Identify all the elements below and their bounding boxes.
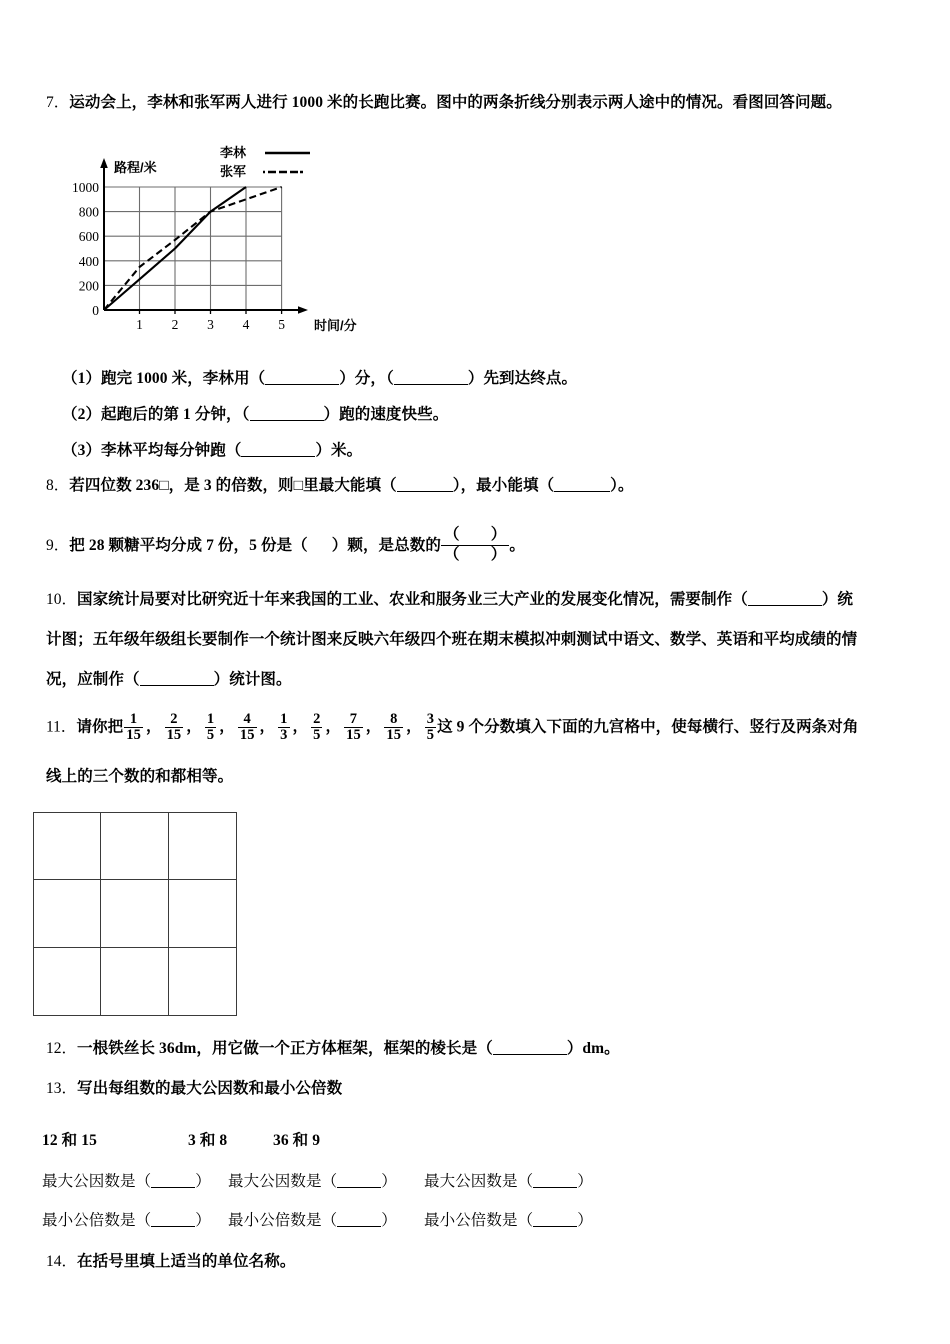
chart-gridlines	[104, 187, 282, 310]
question-11-line-2	[46, 765, 233, 788]
fraction-separator: ，	[259, 718, 276, 736]
question-11-line-1	[46, 712, 858, 743]
fraction-separator: ，	[325, 718, 342, 736]
fraction-numerator: 7	[349, 711, 358, 727]
fraction-separator: ，	[186, 718, 202, 736]
q9-fraction-denominator[interactable]: （ ）	[441, 545, 509, 565]
svg-text:600: 600	[78, 229, 99, 245]
q7-sub1-text-b: ）分，（	[339, 370, 394, 387]
svg-text:0: 0	[92, 303, 99, 318]
svg-text:3: 3	[207, 317, 214, 332]
fraction-separator: ，	[292, 718, 309, 736]
q7-sub3-text-a: （3）李林平均每分钟跑（	[62, 442, 242, 459]
chart-svg	[52, 138, 382, 338]
question-10-number: 10．	[46, 591, 78, 608]
fraction-separator: ，	[365, 718, 382, 736]
q11-fraction-5	[278, 712, 289, 743]
q13-lcm-3-label: 最小公倍数是（	[424, 1212, 534, 1229]
nine-grid-cell[interactable]	[34, 948, 101, 1015]
question-13-gcd-1	[42, 1170, 211, 1193]
q13-gcd-3-label: 最大公因数是（	[424, 1173, 534, 1190]
q13-gcd-2-blank[interactable]	[337, 1187, 381, 1188]
q11-fraction-6	[311, 712, 322, 743]
q12-text-a: 一根铁丝长 36dm，用它做一个正方体框架，框架的棱长是（	[77, 1040, 493, 1057]
legend-label-zhangjun: 张军	[220, 164, 247, 179]
question-7-text: 运动会上，李林和张军两人进行 1000 米的长跑比赛。图中的两条折线分别表示两人途中的情况。看图回答问题。	[69, 94, 842, 111]
chart-x-tick-labels	[136, 317, 285, 332]
question-13-pair-1	[42, 1129, 97, 1152]
fraction-numerator: 2	[170, 711, 178, 727]
q13-pair-1-label: 12 和 15	[42, 1132, 97, 1149]
q11-prefix: 请你把	[76, 718, 124, 736]
nine-grid-cell[interactable]	[169, 880, 236, 947]
q11-fraction-7	[344, 712, 363, 743]
fraction-numerator: 4	[243, 711, 251, 727]
q7-sub1-text-a: （1）跑完 1000 米，李林用（	[62, 370, 266, 387]
nine-grid-cell[interactable]	[169, 948, 236, 1015]
fraction-denominator: 5	[313, 727, 321, 744]
fraction-denominator: 5	[206, 727, 215, 744]
q9-fraction	[441, 526, 509, 564]
q13-lcm-1-blank[interactable]	[151, 1226, 195, 1227]
q7-sub3-text-b: ）米。	[315, 442, 363, 459]
q10-line3-text-a: 况，应制作（	[46, 671, 140, 688]
nine-grid-cell[interactable]	[101, 813, 168, 880]
q8-text-b: ），最小能填（	[452, 477, 555, 494]
q10-blank-1[interactable]	[748, 605, 822, 606]
chart-ylabel: 路程/米	[114, 160, 157, 175]
question-13-lcm-3	[424, 1209, 593, 1232]
svg-text:1000: 1000	[72, 180, 99, 195]
question-7-number: 7．	[46, 94, 70, 111]
fraction-separator: ，	[219, 718, 235, 736]
fraction-denominator: 15	[166, 727, 182, 744]
question-13-pair-3	[273, 1129, 320, 1152]
q13-gcd-1-close: ）	[195, 1173, 211, 1190]
question-7-stem	[46, 91, 842, 114]
q11-fraction-8	[384, 712, 403, 743]
q13-lcm-3-close: ）	[577, 1212, 593, 1229]
nine-grid-cell[interactable]	[169, 813, 236, 880]
q13-gcd-3-blank[interactable]	[533, 1187, 577, 1188]
fraction-numerator: 2	[313, 711, 321, 727]
question-13-lcm-1	[42, 1209, 211, 1232]
q13-gcd-1-blank[interactable]	[151, 1187, 195, 1188]
svg-text:2: 2	[171, 317, 179, 332]
svg-text:200: 200	[78, 278, 99, 294]
svg-text:400: 400	[78, 253, 99, 269]
question-10-line-2	[46, 628, 857, 651]
nine-grid-cell[interactable]	[34, 813, 101, 880]
fraction-numerator: 1	[206, 711, 215, 727]
fraction-numerator: 1	[280, 711, 288, 727]
q10-line1-text-a: 国家统计局要对比研究近十年来我国的工业、农业和服务业三大产业的发展变化情况，需要制作（	[77, 591, 748, 608]
nine-grid-cell[interactable]	[101, 948, 168, 1015]
q7-sub1-blank-1[interactable]	[265, 384, 339, 385]
q12-text-b: ）dm。	[566, 1040, 620, 1057]
fraction-separator: ，	[145, 718, 162, 736]
q14-text: 在括号里填上适当的单位名称。	[77, 1253, 296, 1270]
svg-text:800: 800	[78, 204, 99, 220]
q13-lcm-2-label: 最小公倍数是（	[228, 1212, 338, 1229]
q9-fraction-numerator[interactable]: （ ）	[443, 526, 507, 543]
question-10-line-1	[46, 588, 853, 611]
question-8-number: 8．	[46, 477, 70, 494]
question-7-sub-3	[62, 439, 362, 462]
fraction-numerator: 3	[426, 711, 435, 727]
q10-blank-2[interactable]	[140, 685, 214, 686]
q7-sub2-text-a: （2）起跑后的第 1 分钟，（	[62, 406, 250, 423]
q11-fraction-9	[425, 712, 436, 743]
question-8	[46, 474, 634, 497]
q11-fraction-list	[123, 711, 437, 744]
nine-grid-cell[interactable]	[101, 880, 168, 947]
q8-text-c: ）。	[610, 477, 634, 494]
question-13-number: 13．	[46, 1080, 78, 1097]
q7-sub2-text-b: ）跑的速度快些。	[323, 406, 449, 423]
q12-blank[interactable]	[493, 1054, 567, 1055]
q7-sub1-text-c: ）先到达终点。	[467, 370, 578, 387]
series-zhangjun-line	[104, 187, 282, 310]
chart-x-axis	[104, 306, 308, 314]
q13-gcd-2-close: ）	[381, 1173, 397, 1190]
q11-suffix: 这 9 个分数填入下面的九宫格中，使每横行、竖行及两条对角	[437, 718, 859, 736]
q9-text-a: 把 28 颗糖平均分成 7 份，5 份是（	[69, 537, 308, 555]
q8-text-a: 若四位数 236□，是 3 的倍数，则□里最大能填（	[69, 477, 397, 494]
question-13-pair-2	[188, 1129, 227, 1152]
q13-pair-3-label: 36 和 9	[273, 1132, 321, 1149]
question-9	[46, 526, 525, 564]
q7-sub3-blank-1[interactable]	[241, 456, 315, 457]
fraction-denominator: 15	[239, 727, 255, 744]
q13-lcm-3-blank[interactable]	[533, 1226, 577, 1227]
question-10-line-3	[46, 668, 292, 691]
question-14-number: 14．	[46, 1253, 78, 1270]
fraction-denominator: 5	[426, 727, 435, 744]
q8-blank-max[interactable]	[397, 491, 453, 492]
chart-legend	[220, 145, 310, 179]
chart-xlabel: 时间/分	[314, 318, 357, 333]
q13-gcd-3-close: ）	[577, 1173, 593, 1190]
q7-sub1-blank-2[interactable]	[394, 384, 468, 385]
question-13-title	[46, 1077, 342, 1100]
question-13-gcd-3	[424, 1170, 593, 1193]
fraction-denominator: 15	[386, 727, 402, 744]
q10-line3-text-b: ）统计图。	[213, 671, 292, 688]
q10-line2-text: 计图；五年级年级组长要制作一个统计图来反映六年级四个班在期末模拟冲刺测试中语文、数学、英语和平均成绩的情	[46, 631, 858, 648]
question-7-sub-1	[62, 367, 577, 390]
question-12-number: 12．	[46, 1040, 78, 1057]
q9-text-b: ）颗，是总数的	[331, 537, 441, 555]
q9-text-c: 。	[509, 537, 525, 555]
q11-fraction-3	[205, 712, 216, 743]
q13-gcd-2-label: 最大公因数是（	[228, 1173, 338, 1190]
question-14	[46, 1250, 295, 1273]
q7-sub2-blank-1[interactable]	[250, 420, 324, 421]
question-13-lcm-2	[228, 1209, 397, 1232]
q13-lcm-1-close: ）	[195, 1212, 211, 1229]
question-11-number: 11．	[46, 718, 77, 736]
q8-blank-min[interactable]	[554, 491, 610, 492]
question-9-number: 9．	[46, 537, 70, 555]
nine-grid-table	[33, 812, 237, 1016]
running-race-line-chart	[52, 138, 382, 338]
fraction-denominator: 3	[280, 727, 288, 744]
fraction-separator: ，	[406, 718, 422, 736]
nine-grid-cell[interactable]	[34, 880, 101, 947]
question-7-sub-2	[62, 403, 448, 426]
chart-y-axis	[100, 158, 108, 310]
q10-line1-text-b: ）统	[821, 591, 854, 608]
q11-line2-text: 线上的三个数的和都相等。	[46, 768, 234, 785]
legend-label-lilin: 李林	[220, 145, 247, 160]
question-12	[46, 1037, 620, 1060]
svg-text:5: 5	[278, 317, 285, 332]
fraction-denominator: 15	[346, 727, 361, 744]
fraction-numerator: 1	[129, 711, 138, 727]
fraction-numerator: 8	[390, 711, 398, 727]
q11-fraction-4	[238, 712, 257, 743]
fraction-denominator: 15	[126, 727, 141, 744]
svg-text:4: 4	[242, 317, 250, 332]
svg-text:1: 1	[136, 317, 143, 332]
q13-lcm-2-close: ）	[381, 1212, 397, 1229]
q11-fraction-2	[165, 712, 184, 743]
q11-fraction-1	[124, 712, 143, 743]
q13-title-text: 写出每组数的最大公因数和最小公倍数	[77, 1080, 343, 1097]
chart-y-tick-labels	[72, 180, 99, 318]
q13-lcm-2-blank[interactable]	[337, 1226, 381, 1227]
question-13-gcd-2	[228, 1170, 397, 1193]
q13-pair-2-label: 3 和 8	[188, 1132, 228, 1149]
q13-lcm-1-label: 最小公倍数是（	[42, 1212, 152, 1229]
q13-gcd-1-label: 最大公因数是（	[42, 1173, 152, 1190]
